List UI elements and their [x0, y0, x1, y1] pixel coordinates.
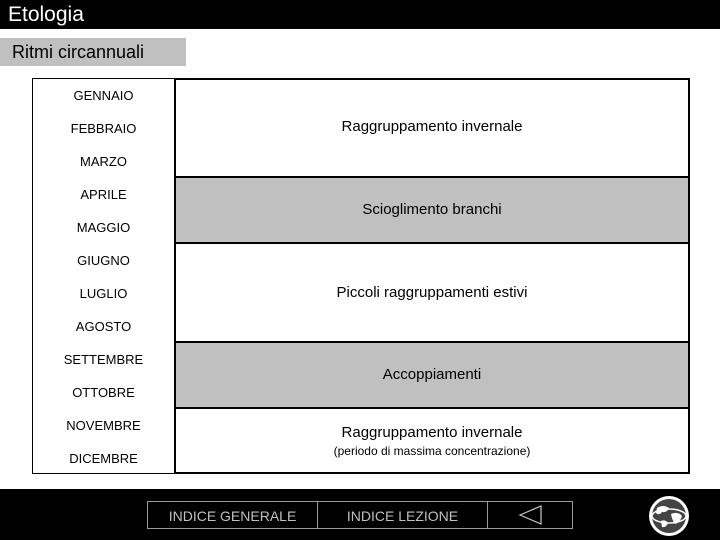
- period-note: (periodo di massima concentrazione): [333, 444, 531, 458]
- title-bar: [0, 0, 720, 29]
- month-label: DICEMBRE: [69, 451, 138, 466]
- divider: [176, 407, 690, 409]
- period-band: [176, 342, 690, 408]
- month-label: LUGLIO: [79, 286, 128, 301]
- back-button[interactable]: [487, 501, 573, 529]
- month-label: GENNAIO: [73, 88, 134, 103]
- period-label: Piccoli raggruppamenti estivi: [336, 284, 528, 301]
- period-label: Scioglimento branchi: [362, 201, 502, 218]
- app-title: Etologia: [8, 3, 84, 26]
- period-band: [176, 177, 690, 243]
- month-label: MARZO: [80, 154, 127, 169]
- month-label: GIUGNO: [77, 253, 130, 268]
- month-label: NOVEMBRE: [66, 418, 141, 433]
- divider: [176, 78, 690, 80]
- section-title: Ritmi circannuali: [0, 38, 186, 66]
- lesson-index-button[interactable]: INDICE LEZIONE: [317, 501, 488, 529]
- divider: [176, 176, 690, 178]
- general-index-button[interactable]: INDICE GENERALE: [147, 501, 318, 529]
- period-band: [176, 408, 690, 474]
- divider: [176, 341, 690, 343]
- month-label: OTTOBRE: [72, 385, 135, 400]
- period-label: Raggruppamento invernale: [341, 424, 523, 441]
- divider: [176, 242, 690, 244]
- month-label: SETTEMBRE: [63, 352, 144, 367]
- months-column: [32, 78, 176, 474]
- divider: [176, 472, 690, 474]
- triangle-left-icon: [488, 502, 572, 528]
- period-label: Raggruppamento invernale: [341, 118, 523, 135]
- period-band: [176, 243, 690, 342]
- month-label: FEBBRAIO: [70, 121, 137, 136]
- month-label: MAGGIO: [76, 220, 131, 235]
- period-label: Accoppiamenti: [382, 366, 482, 383]
- month-label: AGOSTO: [75, 319, 132, 334]
- period-band: [176, 78, 690, 177]
- globe-logo-icon[interactable]: [647, 494, 691, 538]
- month-label: APRILE: [80, 187, 127, 202]
